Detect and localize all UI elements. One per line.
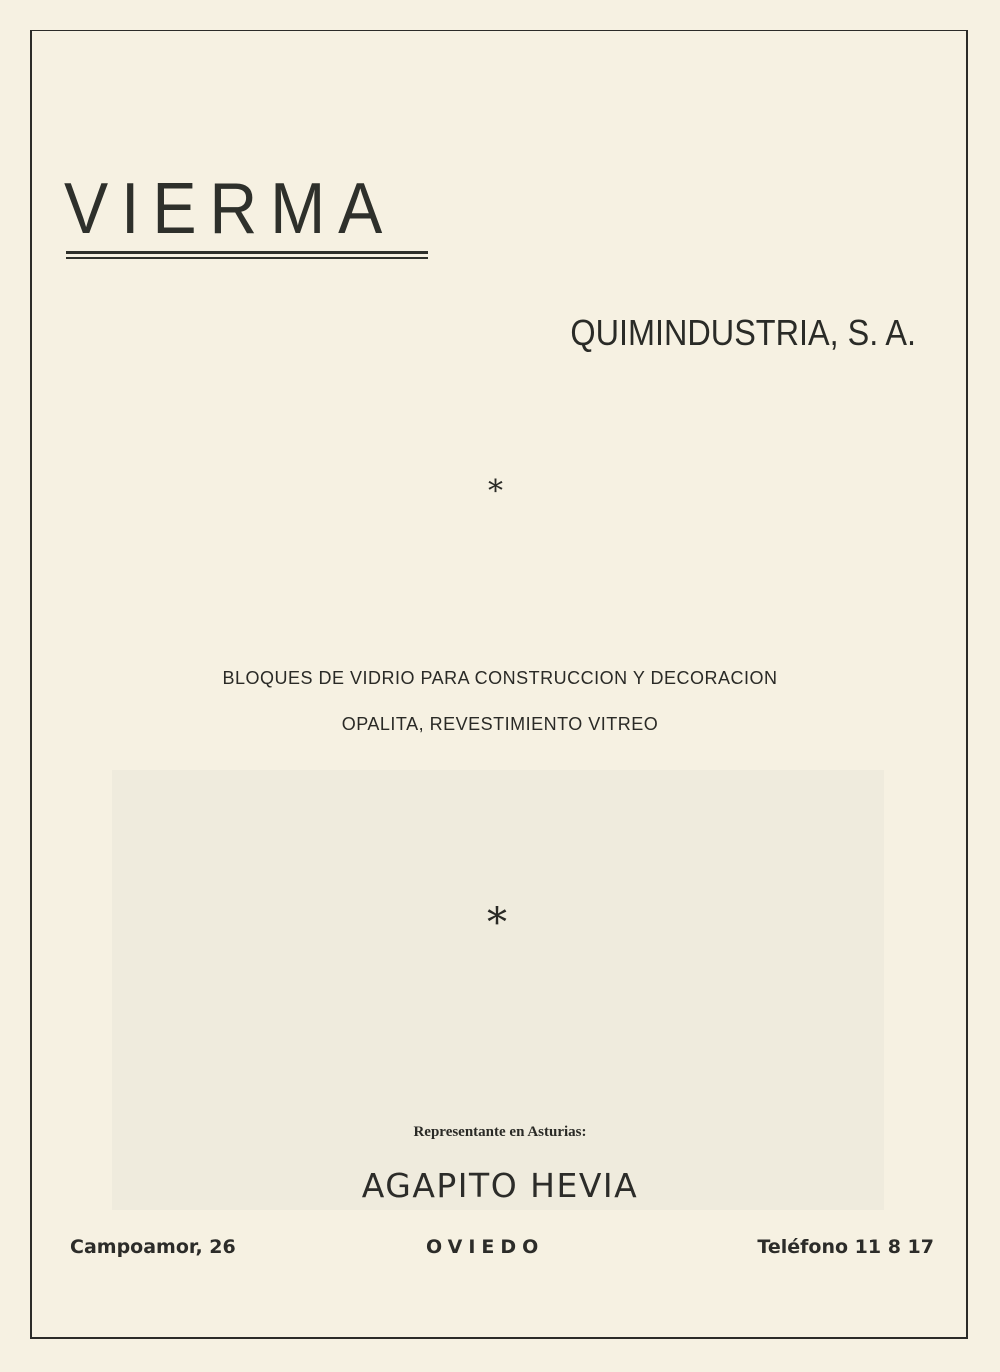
representative-label: Representante en Asturias: [413,1124,587,1140]
representative-name: AGAPITO HEVIA [361,1166,639,1205]
product-line-1: BLOQUES DE VIDRIO PARA CONSTRUCCION Y DECORACION [222,668,778,688]
company-name: QUIMINDUSTRIA, S. A. [570,312,916,353]
phone: Teléfono 11 8 17 [757,1236,934,1258]
brand-underline-secondary [66,257,428,259]
asterisk-ornament: * [487,900,507,946]
city: OVIEDO [426,1236,545,1258]
asterisk-ornament: * [488,474,503,509]
address: Campoamor, 26 [70,1236,236,1258]
product-line-2: OPALITA, REVESTIMIENTO VITREO [341,714,659,734]
brand-underline [66,251,428,254]
brand-title: VIERMA [64,169,396,249]
